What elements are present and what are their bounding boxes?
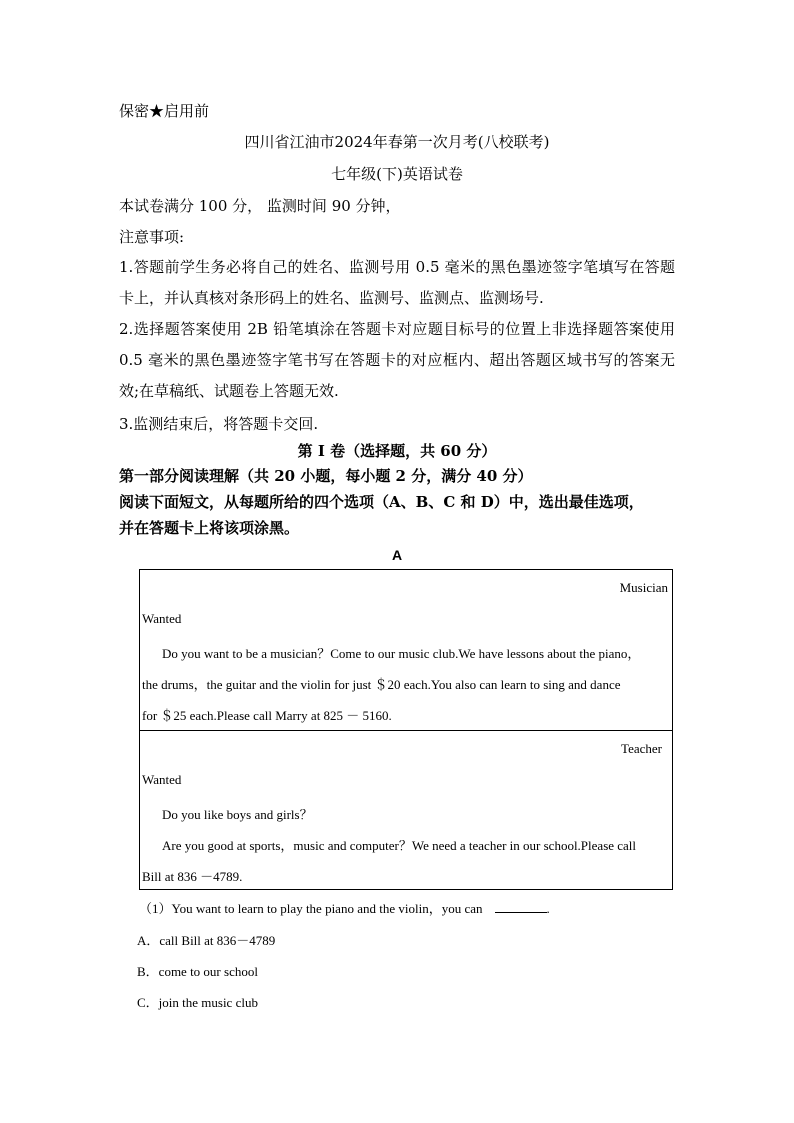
ad-musician [140,570,672,730]
ad-line-1: Do you want to be a musician？Come to our music club.We have lessons about the piano， [162,646,641,661]
ad-title-left: Wanted [142,611,182,626]
notes-item-1: 1.答题前学生务必将自己的姓名、监测号用 0.5 毫米的黑色墨迹签字笔填写在答题卡上，并认真核对条形码上的姓名、监测号、监测点、监测场号. [119,258,675,307]
instruction-line-1: 阅读下面短文，从每题所给的四个选项（A、B、C 和 D）中，选出最佳选项， [119,493,644,511]
ad-title-left: Wanted [142,772,182,787]
question-stem-end: . [546,901,550,916]
exam-meta: 本试卷满分 100 分， 监测时间 90 分钟， [119,197,401,215]
ad-line-1: Do you like boys and girls？ [162,807,313,822]
ad-line-2: the drums，the guitar and the violin for just ＄20 each.You also can learn to sing and dance [142,677,621,692]
question-stem-text: （1）You want to learn to play the piano and the violin，you can [139,901,483,916]
answer-blank [495,900,547,913]
ad-title-right: Teacher [621,741,662,756]
exam-title: 四川省江油市2024年春第一次月考(八校联考) [244,133,550,151]
passage-label: A [391,547,403,563]
notes-item-3: 3.监测结束后，将答题卡交回. [119,415,319,433]
ad-line-3: Bill at 836 －4789. [142,869,243,884]
instruction-line-2: 并在答题卡上将该项涂黑。 [119,519,300,537]
ad-line-2: Are you good at sports，music and computer？We need a teacher in our school.Please call [162,838,637,853]
part1-heading: 第一部分阅读理解（共 20 小题，每小题 2 分，满分 40 分） [119,467,533,485]
notes-item-2: 2.选择题答案使用 2B 铅笔填涂在答题卡对应题目标号的位置上非选择题答案使用 0.5 毫米的黑色墨迹签字笔书写在答题卡的对应框内、超出答题区域书写的答案无效;在草稿纸、试题卷上答题无效. [119,320,675,400]
ad-line-3: for ＄25 each.Please call Marry at 825 － 5160. [142,708,392,723]
option-b: B．come to our school [137,964,258,979]
ad-teacher [140,730,672,890]
option-c: C．join the music club [137,995,258,1010]
confidential-mark: 保密★启用前 [119,102,210,120]
option-a: A．call Bill at 836－4789 [137,933,276,948]
notes-heading: 注意事项: [119,228,185,246]
ad-title-right: Musician [619,580,668,595]
question-1-stem [139,898,550,917]
ads-table [139,569,673,890]
volume-heading: 第 I 卷（选择题，共 60 分） [297,442,497,460]
exam-subtitle: 七年级(下)英语试卷 [331,165,463,183]
